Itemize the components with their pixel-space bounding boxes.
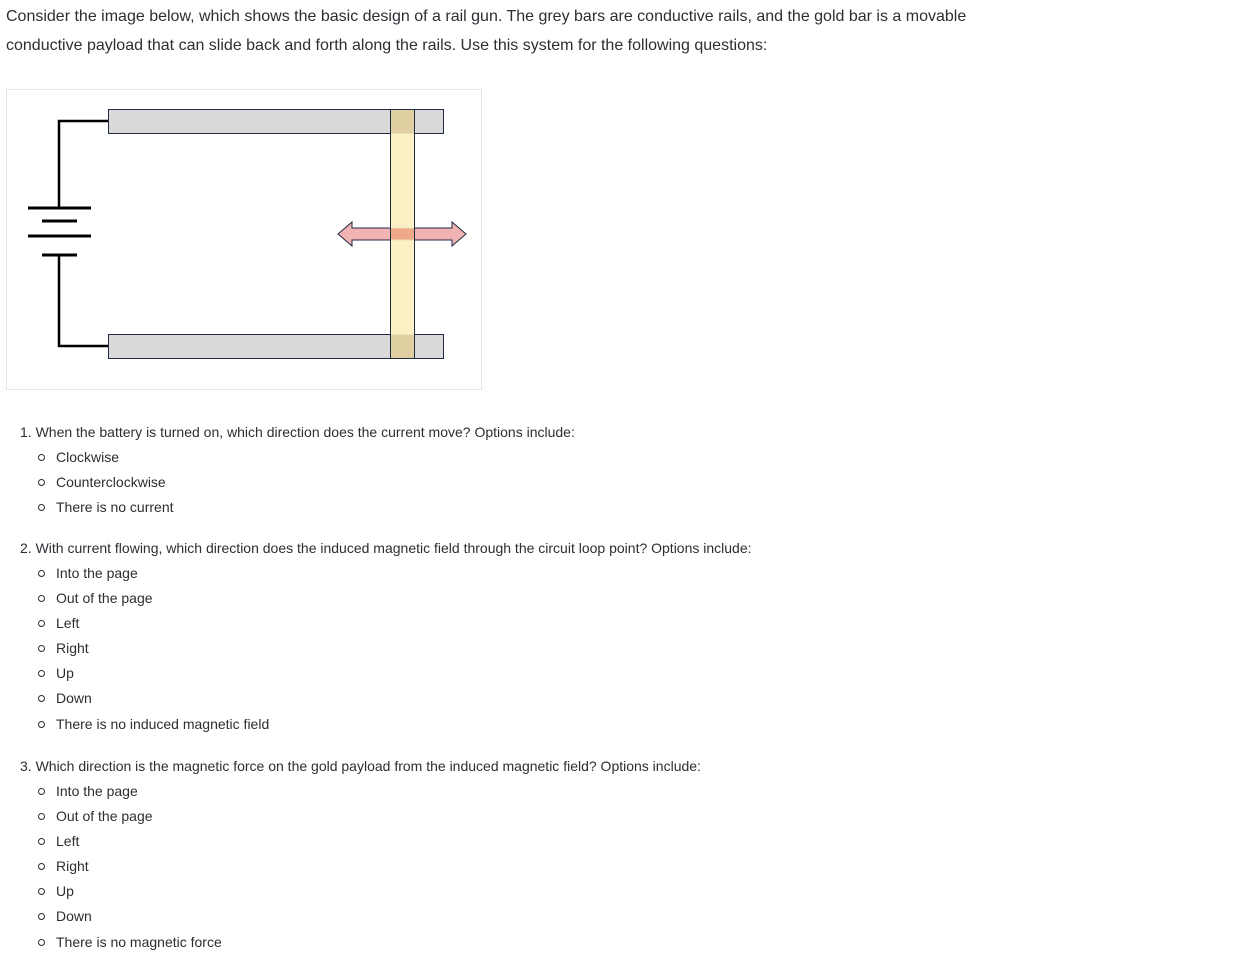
- bullet-icon: [38, 813, 45, 820]
- question-1-options: [20, 445, 575, 520]
- list-item: Into the page: [38, 779, 701, 804]
- bullet-icon: [38, 620, 45, 627]
- bullet-icon: [38, 913, 45, 920]
- bullet-icon: [38, 645, 45, 652]
- bullet-icon: [38, 595, 45, 602]
- payload-top-overlap: [391, 110, 414, 133]
- bullet-icon: [38, 695, 45, 702]
- bullet-icon: [38, 670, 45, 677]
- bullet-icon: [38, 570, 45, 577]
- list-item: Left: [38, 829, 701, 854]
- bullet-icon: [38, 721, 45, 728]
- list-item: Up: [38, 879, 701, 904]
- list-item: There is no current: [38, 495, 575, 520]
- list-item: Right: [38, 636, 752, 661]
- question-3-options: [20, 779, 701, 955]
- list-item: Counterclockwise: [38, 470, 575, 495]
- question-2: [20, 536, 752, 737]
- bullet-icon: [38, 454, 45, 461]
- bullet-icon: [38, 479, 45, 486]
- list-item: Into the page: [38, 561, 752, 586]
- battery-top-wire: [59, 121, 108, 208]
- list-item: There is no induced magnetic field: [38, 711, 752, 737]
- list-item: Left: [38, 611, 752, 636]
- question-1: [20, 420, 575, 520]
- rail-gun-figure: [6, 89, 482, 390]
- question-2-text: 2. With current flowing, which direction does the induced magnetic field through the circuit loop point? Options include:: [20, 540, 752, 556]
- rail-gun-diagram: [7, 90, 481, 389]
- list-item: Out of the page: [38, 586, 752, 611]
- list-item: Right: [38, 854, 701, 879]
- battery-bottom-wire: [59, 255, 108, 346]
- question-2-options: [20, 561, 752, 737]
- bullet-icon: [38, 504, 45, 511]
- question-3-text: 3. Which direction is the magnetic force on the gold payload from the induced magnetic field? Options include:: [20, 758, 701, 774]
- bullet-icon: [38, 788, 45, 795]
- question-3: [20, 754, 701, 955]
- list-item: Out of the page: [38, 804, 701, 829]
- question-1-text: 1. When the battery is turned on, which direction does the current move? Options include:: [20, 424, 575, 440]
- payload-arrow-overlap: [391, 229, 414, 240]
- list-item: Down: [38, 686, 752, 711]
- list-item: Down: [38, 904, 701, 929]
- bullet-icon: [38, 939, 45, 946]
- intro-paragraph: Consider the image below, which shows the basic design of a rail gun. The grey bars are conductive rails, and the gold bar is a movable conductive payload that can slide back and forth along the rails. Use this system for the following questions:: [6, 8, 967, 54]
- list-item: Up: [38, 661, 752, 686]
- bullet-icon: [38, 838, 45, 845]
- payload-bottom-overlap: [391, 335, 414, 358]
- bullet-icon: [38, 863, 45, 870]
- bullet-icon: [38, 888, 45, 895]
- list-item: There is no magnetic force: [38, 929, 701, 955]
- list-item: Clockwise: [38, 445, 575, 470]
